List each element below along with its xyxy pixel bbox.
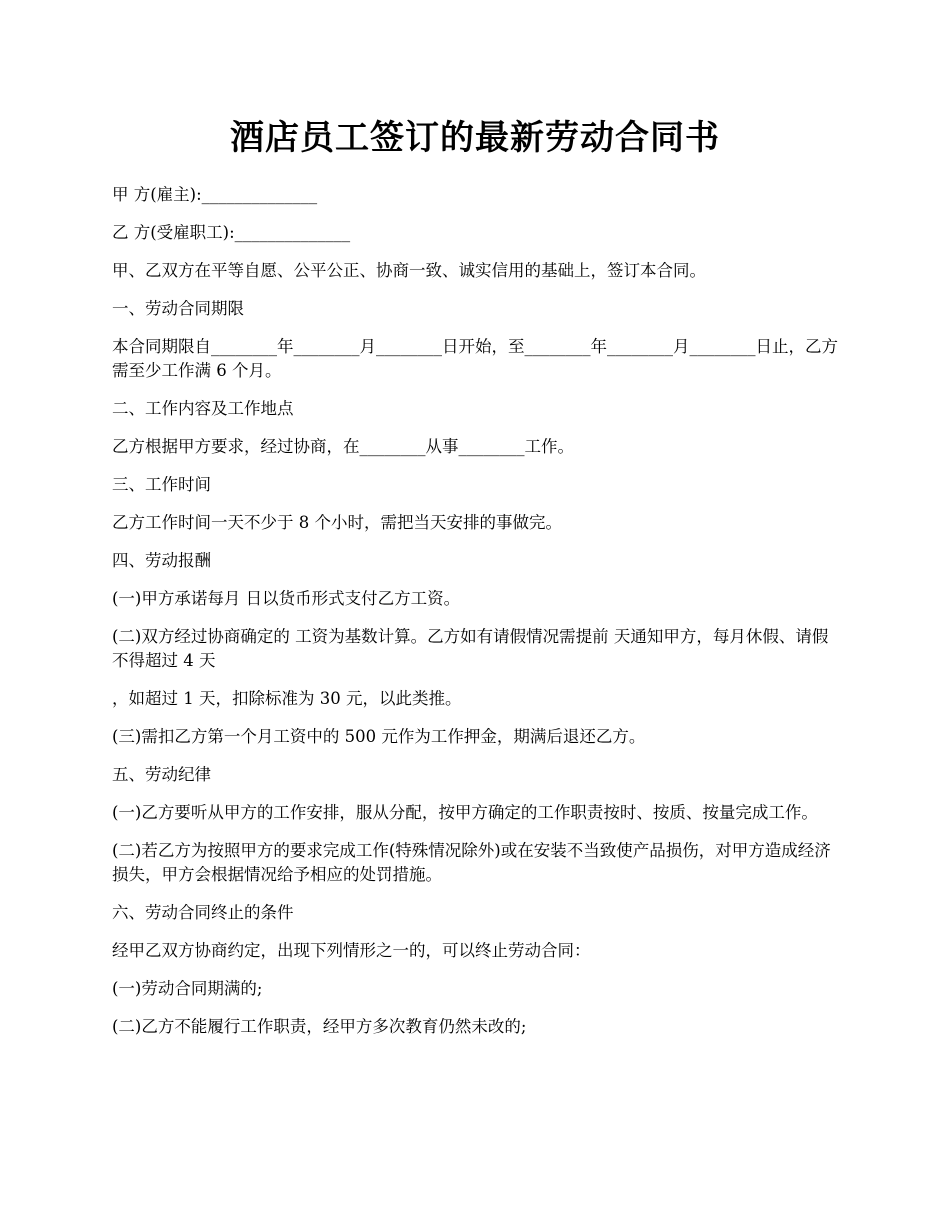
clause-paragraph: (二)若乙方为按照甲方的要求完成工作(特殊情况除外)或在安装不当致使产品损伤，对甲方造成经济损失，甲方会根据情况给予相应的处罚措施。 — [112, 841, 831, 884]
section-heading: 二、工作内容及工作地点 — [112, 399, 294, 418]
clause-paragraph: (三)需扣乙方第一个月工资中的 500 元作为工作押金，期满后退还乙方。 — [112, 727, 646, 746]
clause-paragraph: 经甲乙双方协商约定，出现下列情形之一的，可以终止劳动合同： — [112, 941, 591, 960]
section-heading: 一、劳动合同期限 — [112, 299, 244, 318]
document-body — [112, 183, 838, 1039]
section-heading: 五、劳动纪律 — [112, 765, 211, 784]
clause-paragraph: ，如超过 1 天，扣除标准为 30 元，以此类推。 — [112, 689, 462, 708]
section-heading: 六、劳动合同终止的条件 — [112, 903, 294, 922]
clause-paragraph: (二)双方经过协商确定的 工资为基数计算。乙方如有请假情况需提前 天通知甲方，每月休假、请假不得超过 4 天 — [112, 627, 829, 670]
clause-paragraph: 乙方工作时间一天不少于 8 个小时，需把当天安排的事做完。 — [112, 513, 562, 532]
clause-paragraph: 乙方根据甲方要求，经过协商，在________从事________工作。 — [112, 437, 574, 456]
section-heading: 四、劳动报酬 — [112, 551, 211, 570]
section-heading: 三、工作时间 — [112, 475, 211, 494]
preamble-paragraph: 甲、乙双方在平等自愿、公平公正、协商一致、诚实信用的基础上，签订本合同。 — [112, 261, 706, 280]
clause-paragraph: (二)乙方不能履行工作职责，经甲方多次教育仍然未改的; — [112, 1017, 527, 1036]
clause-paragraph: 本合同期限自________年________月________日开始，至________年________月________日止，乙方需至少工作满 6 个月。 — [112, 337, 838, 380]
document-title: 酒店员工签订的最新劳动合同书 — [230, 118, 720, 158]
clause-paragraph: (一)乙方要听从甲方的工作安排，服从分配，按甲方确定的工作职责按时、按质、按量完成工作。 — [112, 803, 818, 822]
party-b-line: 乙 方(受雇职工):______________ — [112, 223, 351, 242]
clause-paragraph: (一)甲方承诺每月 日以货币形式支付乙方工资。 — [112, 589, 461, 608]
clause-paragraph: (一)劳动合同期满的; — [112, 979, 263, 998]
party-a-line: 甲 方(雇主):______________ — [112, 185, 318, 204]
